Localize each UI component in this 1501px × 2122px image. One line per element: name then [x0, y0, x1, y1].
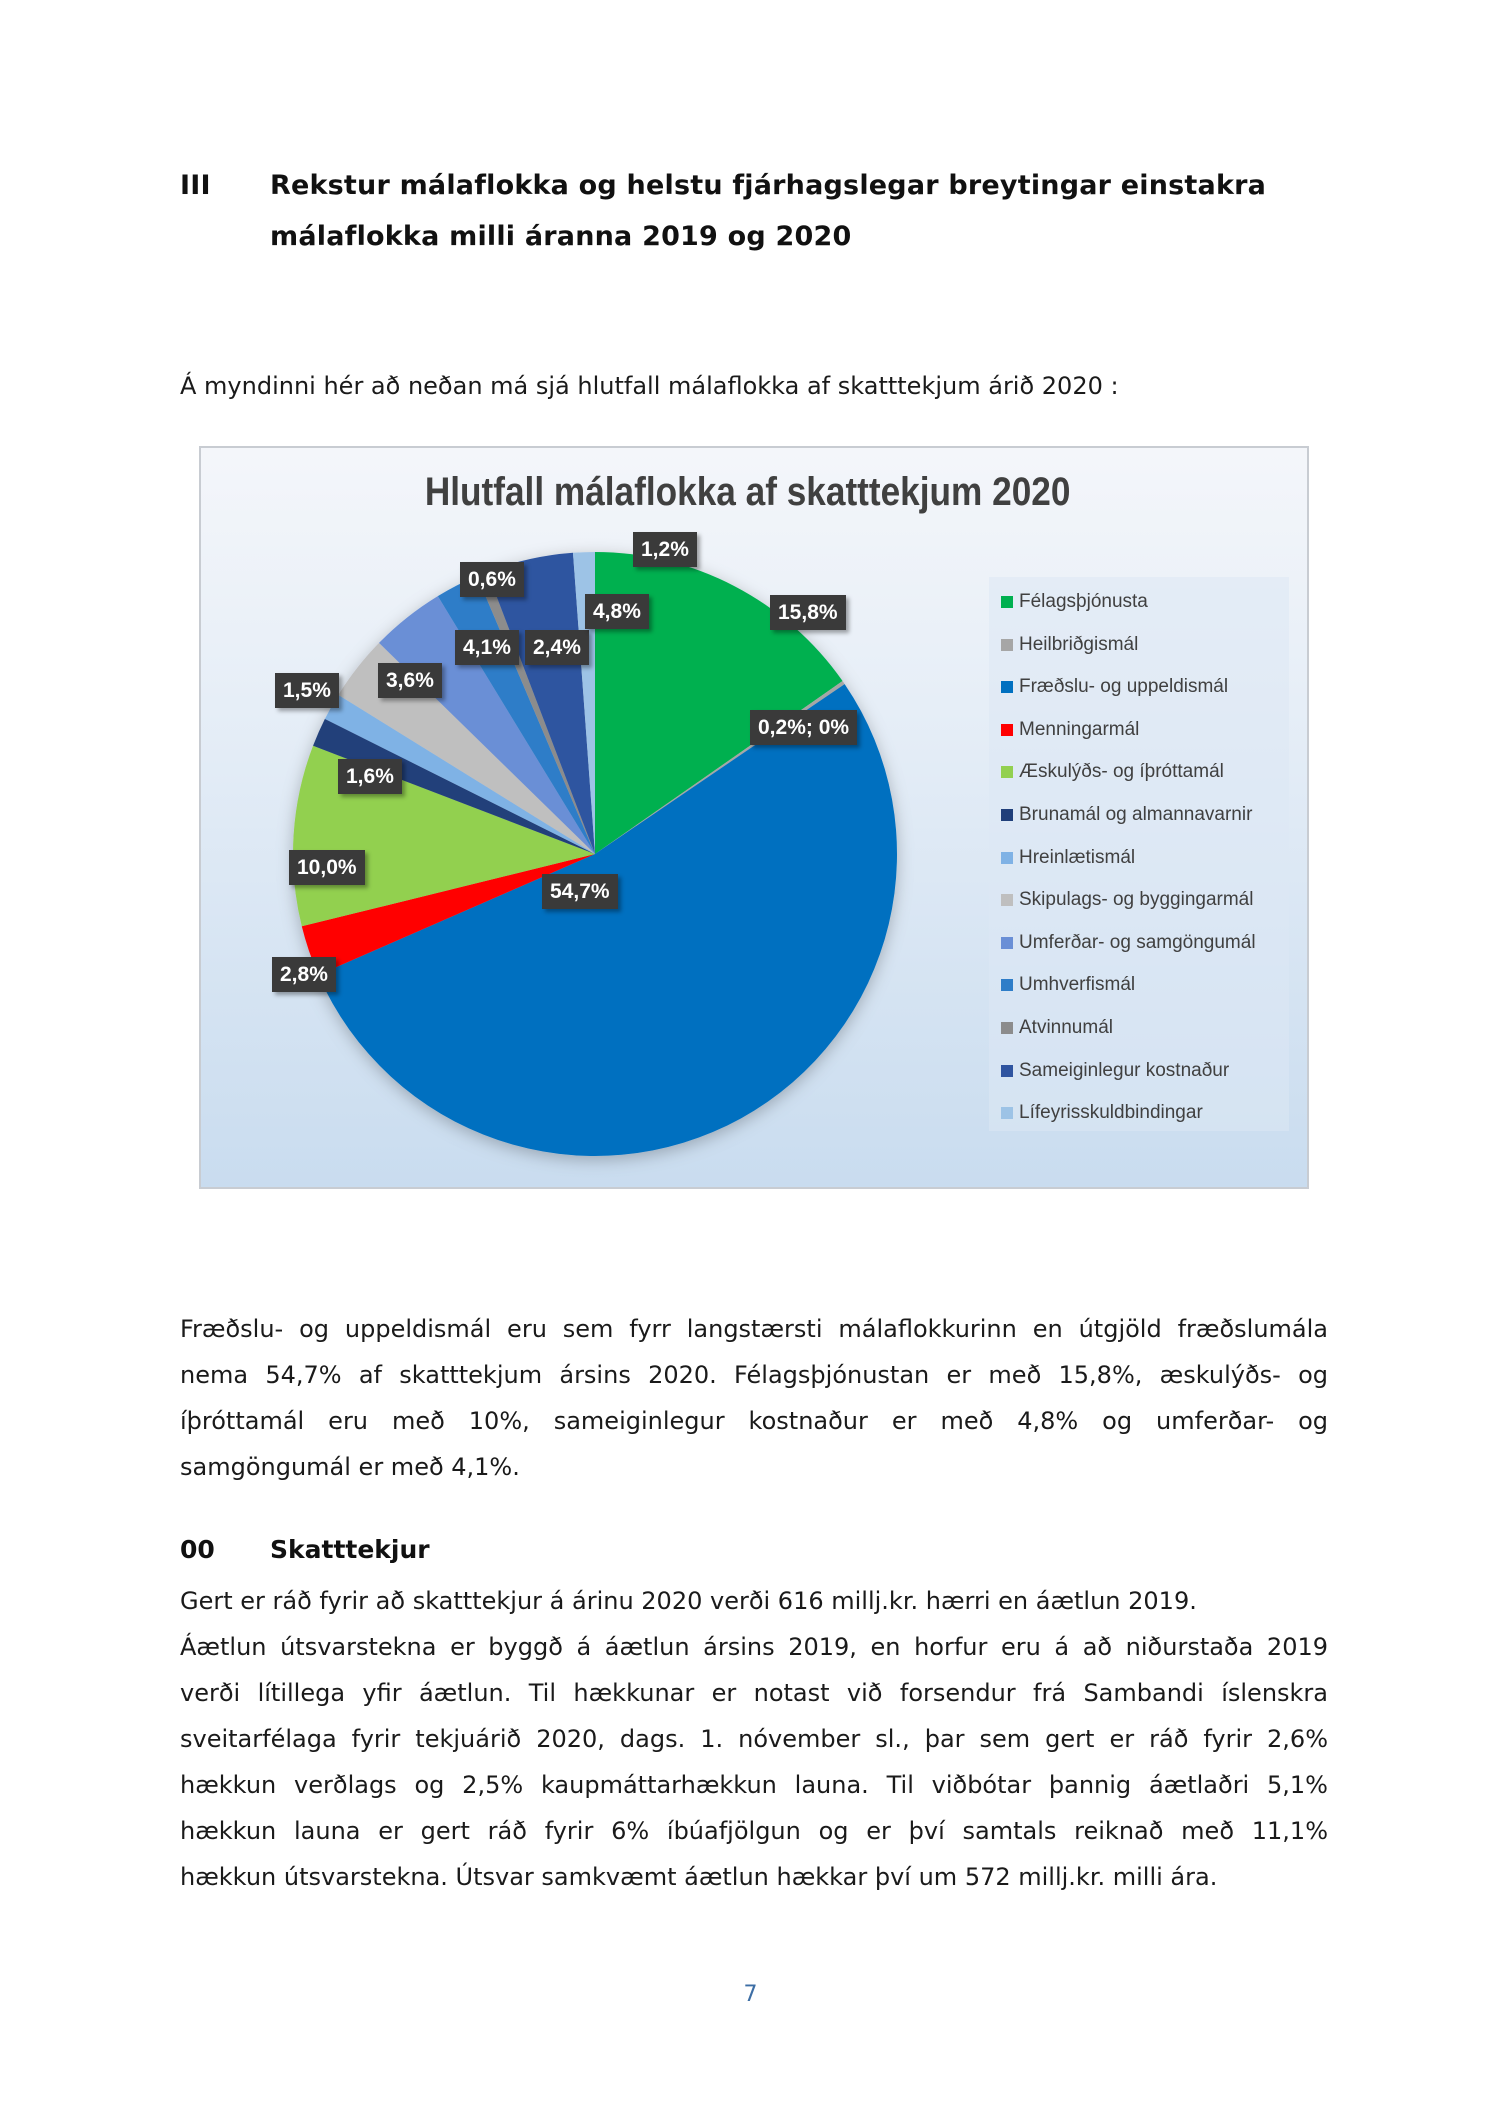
legend-item	[1001, 674, 1228, 700]
legend-item	[1001, 1100, 1203, 1126]
legend-swatch-icon	[1001, 639, 1013, 651]
paragraph-tax-revenue	[180, 1578, 1328, 1900]
section-number: III	[180, 170, 211, 201]
legend-label: Menningarmál	[1019, 718, 1140, 740]
paragraph-line: Gert er ráð fyrir að skatttekjur á árinu 2020 verði 616 millj.kr. hærri en áætlun 2019.	[180, 1587, 1197, 1615]
subsection-title: Skatttekjur	[270, 1535, 430, 1564]
legend-label: Lífeyrisskuldbindingar	[1019, 1102, 1203, 1124]
chart-title: Hlutfall málaflokka af skatttekjum 2020	[424, 470, 1071, 514]
legend-label: Hreinlætismál	[1019, 846, 1136, 868]
page-number: 7	[743, 1982, 758, 2007]
legend-swatch-icon	[1001, 894, 1013, 906]
legend-label: Skipulags- og byggingarmál	[1019, 889, 1254, 911]
chart-legend	[989, 577, 1289, 1131]
data-label: 15,8%	[770, 595, 846, 630]
paragraph-line: Fræðslu- og uppeldismál eru sem fyrr langstærsti málaflokkurinn en útgjöld fræðslumála	[180, 1315, 1328, 1343]
data-label: 2,8%	[272, 957, 336, 992]
data-label: 3,6%	[378, 663, 442, 698]
legend-swatch-icon	[1001, 852, 1013, 864]
data-label: 0,2%; 0%	[750, 710, 857, 745]
legend-swatch-icon	[1001, 979, 1013, 991]
legend-item	[1001, 930, 1256, 956]
paragraph-line: nema 54,7% af skatttekjum ársins 2020. Félagsþjónustan er með 15,8%, æskulýðs- og	[180, 1361, 1328, 1389]
legend-item	[1001, 632, 1138, 658]
data-label: 1,6%	[338, 759, 402, 794]
paragraph-line: hækkun verðlags og 2,5% kaupmáttarhækkun launa. Til viðbótar þannig áætlaðri 5,1%	[180, 1771, 1328, 1799]
legend-item	[1001, 887, 1253, 913]
data-label: 0,6%	[460, 562, 524, 597]
pie-chart	[199, 446, 1309, 1189]
data-label: 54,7%	[542, 874, 618, 909]
legend-label: Umhverfismál	[1019, 974, 1136, 996]
data-label: 1,2%	[633, 532, 697, 567]
subsection-number: 00	[180, 1535, 215, 1564]
legend-swatch-icon	[1001, 937, 1013, 949]
data-label: 2,4%	[525, 630, 589, 665]
paragraph-line: Áætlun útsvarstekna er byggð á áætlun ársins 2019, en horfur eru á að niðurstaða 2019	[180, 1633, 1328, 1661]
legend-item	[1001, 845, 1135, 871]
section-title-line-2: málaflokka milli áranna 2019 og 2020	[270, 221, 852, 252]
data-label: 1,5%	[275, 673, 339, 708]
legend-item	[1001, 717, 1139, 743]
legend-item	[1001, 1015, 1113, 1041]
legend-swatch-icon	[1001, 596, 1013, 608]
legend-item	[1001, 589, 1148, 615]
paragraph-line: hækkun launa er gert ráð fyrir 6% íbúafjölgun og er því samtals reiknað með 11,1%	[180, 1817, 1328, 1845]
legend-label: Félagsþjónusta	[1019, 591, 1148, 612]
legend-label: Æskulýðs- og íþróttamál	[1019, 761, 1224, 783]
legend-item	[1001, 802, 1252, 828]
legend-label: Fræðslu- og uppeldismál	[1019, 676, 1229, 698]
data-label: 10,0%	[289, 850, 365, 885]
legend-item	[1001, 759, 1224, 785]
legend-item	[1001, 1058, 1229, 1084]
legend-label: Brunamál og almannavarnir	[1019, 804, 1253, 825]
legend-label: Atvinnumál	[1019, 1017, 1113, 1038]
legend-swatch-icon	[1001, 1065, 1013, 1077]
data-label: 4,8%	[585, 594, 649, 629]
legend-swatch-icon	[1001, 1107, 1013, 1119]
legend-label: Sameiginlegur kostnaður	[1019, 1059, 1230, 1081]
intro-text: Á myndinni hér að neðan má sjá hlutfall málaflokka af skatttekjum árið 2020 :	[180, 372, 1119, 400]
legend-swatch-icon	[1001, 724, 1013, 736]
legend-swatch-icon	[1001, 1022, 1013, 1034]
paragraph-line: hækkun útsvarstekna. Útsvar samkvæmt áætlun hækkar því um 572 millj.kr. milli ára.	[180, 1863, 1218, 1891]
legend-swatch-icon	[1001, 681, 1013, 693]
paragraph-education-summary	[180, 1306, 1328, 1490]
data-label: 4,1%	[455, 630, 519, 665]
paragraph-line: verði lítillega yfir áætlun. Til hækkunar er notast við forsendur frá Sambandi íslenskra	[180, 1679, 1328, 1707]
legend-label: Heilbriðgismál	[1019, 633, 1139, 655]
legend-label: Umferðar- og samgöngumál	[1019, 931, 1256, 953]
paragraph-line: sveitarfélaga fyrir tekjuárið 2020, dags. 1. nóvember sl., þar sem gert er ráð fyrir 2,6%	[180, 1725, 1328, 1753]
legend-swatch-icon	[1001, 809, 1013, 821]
paragraph-line: samgöngumál er með 4,1%.	[180, 1453, 520, 1481]
legend-swatch-icon	[1001, 766, 1013, 778]
paragraph-line: íþróttamál eru með 10%, sameiginlegur kostnaður er með 4,8% og umferðar- og	[180, 1407, 1328, 1435]
legend-item	[1001, 972, 1135, 998]
section-title-line-1: Rekstur málaflokka og helstu fjárhagslegar breytingar einstakra	[270, 170, 1267, 201]
